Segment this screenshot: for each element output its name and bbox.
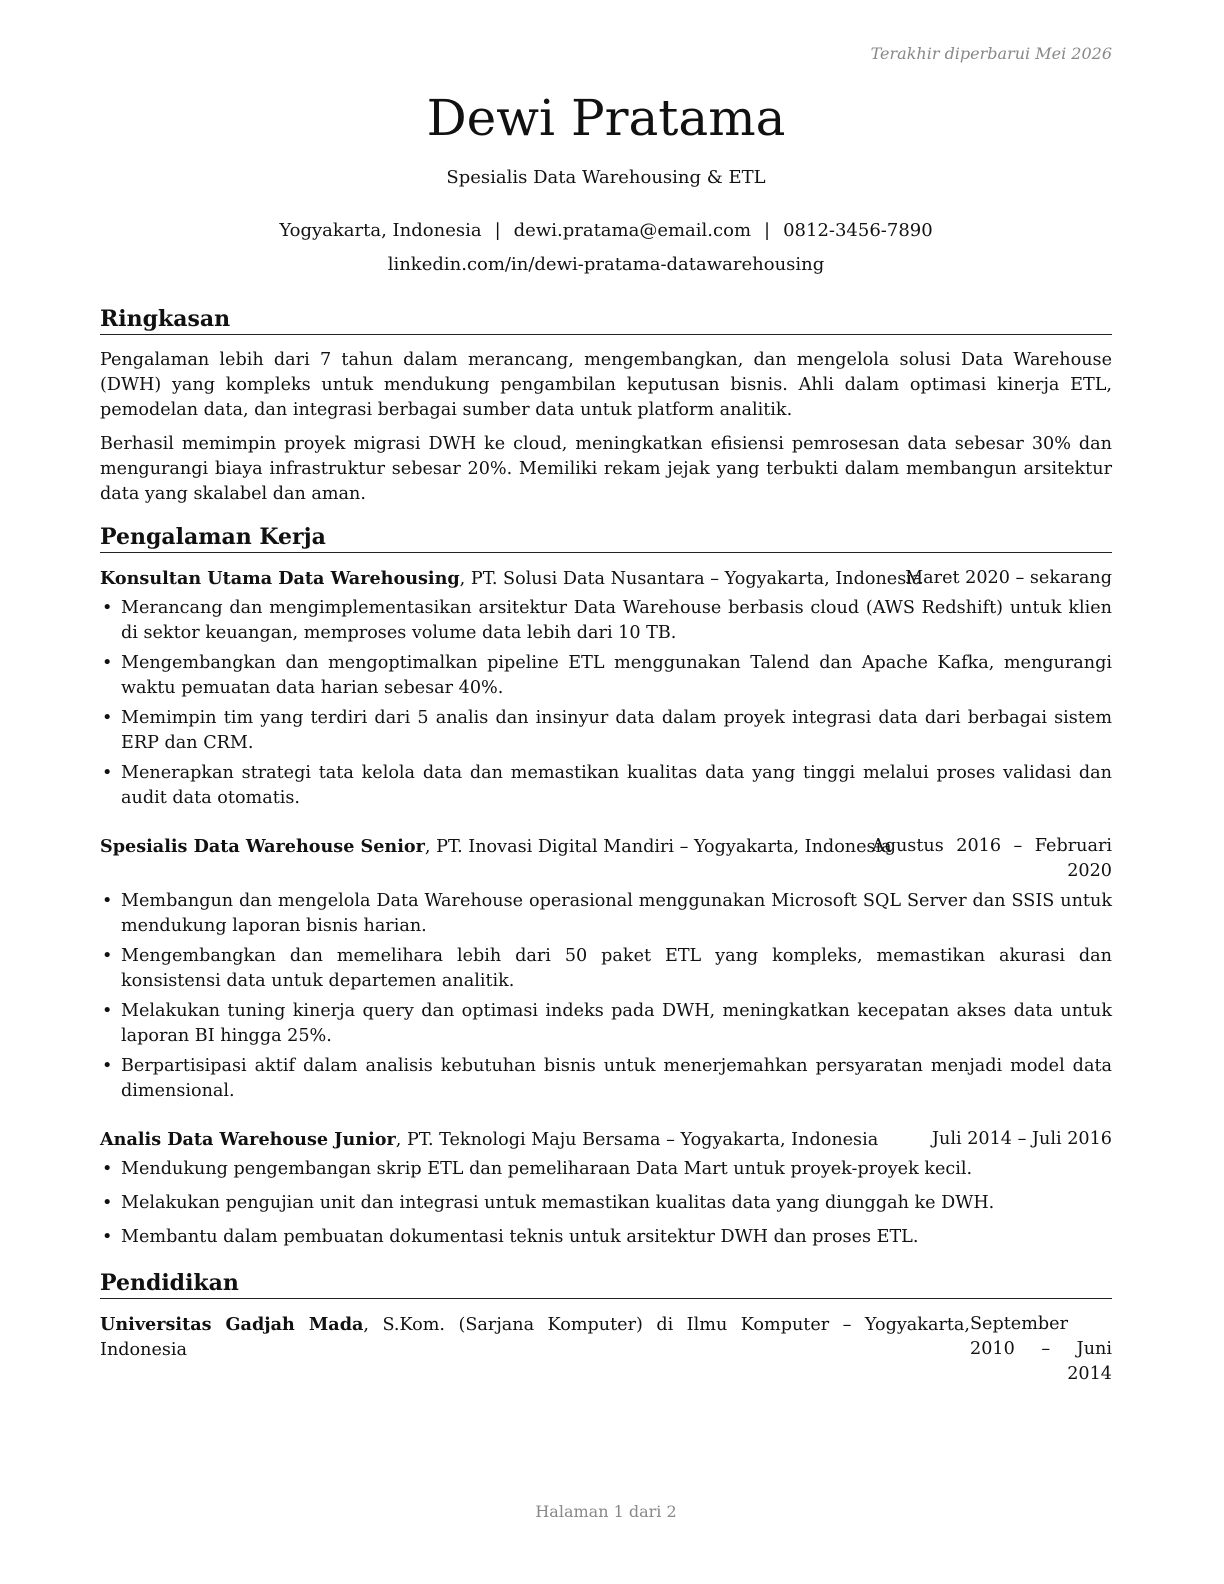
job-header — [100, 834, 1112, 881]
list-item: • Mendukung pengembangan skrip ETL dan pemeliharaan Data Mart untuk proyek-proyek kecil. — [100, 1157, 1112, 1182]
job-title: Konsultan Utama Data Warehousing — [100, 568, 460, 589]
list-item: • Membantu dalam pembuatan dokumentasi teknis untuk arsitektur DWH dan proses ETL. — [100, 1225, 1112, 1250]
candidate-name: Dewi Pratama — [426, 89, 786, 147]
job-company: , PT. Solusi Data Nusantara – Yogyakarta, Indonesia — [459, 569, 923, 589]
summary-paragraph: Berhasil memimpin proyek migrasi DWH ke cloud, meningkatkan efisiensi pemrosesan data sebesar 30% dan mengurangi biaya infrastruktur sebesar 20%. Memiliki rekam jejak yang terbukti dalam membangun arsitektur data yang skalabel dan aman. — [100, 434, 1112, 504]
candidate-subtitle: Spesialis Data Warehousing & ETL — [446, 167, 766, 188]
job-dates: Maret 2020 – sekarang — [905, 568, 1112, 588]
job-header — [100, 566, 1112, 592]
separator: | — [494, 220, 501, 241]
list-item: • Melakukan tuning kinerja query dan optimasi indeks pada DWH, meningkatkan kecepatan akses data untuk laporan BI hingga 25%. — [100, 999, 1112, 1049]
job-dates: Juli 2014 – Juli 2016 — [932, 1129, 1112, 1149]
job-company: , PT. Inovasi Digital Mandiri – Yogyakarta, Indonesia — [424, 837, 892, 857]
summary-heading: Ringkasan — [100, 305, 1112, 335]
experience-heading: Pengalaman Kerja — [100, 523, 1112, 553]
education-entry — [100, 1312, 1112, 1384]
list-item: • Mengembangkan dan memelihara lebih dari 50 paket ETL yang kompleks, memastikan akurasi dan konsistensi data untuk departemen analitik. — [100, 944, 1112, 994]
education-heading: Pendidikan — [100, 1269, 1112, 1299]
job-bullets — [100, 596, 1112, 811]
job-dates: Agustus 2016 – Februari 2020 — [872, 836, 1112, 881]
education-dates: September 2010 – Juni 2014 — [970, 1314, 1112, 1384]
list-item: • Menerapkan strategi tata kelola data dan memastikan kualitas data yang tinggi melalui proses validasi dan audit data otomatis. — [100, 761, 1112, 811]
page-number: Halaman 1 dari 2 — [535, 1502, 677, 1521]
linkedin-link[interactable]: linkedin.com/in/dewi-pratama-datawarehousing — [387, 254, 825, 275]
job-header — [100, 1127, 1112, 1153]
list-item: • Memimpin tim yang terdiri dari 5 analis dan insinyur data dalam proyek integrasi data dari berbagai sistem ERP dan CRM. — [100, 706, 1112, 756]
list-item: • Mengembangkan dan mengoptimalkan pipeline ETL menggunakan Talend dan Apache Kafka, mengurangi waktu pemuatan data harian sebesar 40%. — [100, 651, 1112, 701]
job-bullets — [100, 889, 1112, 1104]
institution-name: Universitas Gadjah Mada — [100, 1314, 364, 1335]
summary-paragraph: Pengalaman lebih dari 7 tahun dalam merancang, mengembangkan, dan mengelola solusi Data Warehouse (DWH) yang kompleks untuk mendukung pengambilan keputusan bisnis. Ahli dalam optimasi kinerja ETL, pemodelan data, dan integrasi berbagai sumber data untuk platform analitik. — [100, 350, 1112, 420]
resume-page — [100, 0, 1112, 1584]
job-bullets — [100, 1157, 1112, 1250]
education-details — [100, 1312, 970, 1363]
list-item: • Membangun dan mengelola Data Warehouse operasional menggunakan Microsoft SQL Server dan SSIS untuk mendukung laporan bisnis harian. — [100, 889, 1112, 939]
phone: 0812-3456-7890 — [783, 220, 933, 241]
email-link[interactable]: dewi.pratama@email.com — [513, 220, 752, 241]
list-item: • Merancang dan mengimplementasikan arsitektur Data Warehouse berbasis cloud (AWS Redshift) untuk klien di sektor keuangan, memproses volume data lebih dari 10 TB. — [100, 596, 1112, 646]
location: Yogyakarta, Indonesia — [279, 220, 482, 241]
contact-line — [100, 219, 1112, 243]
job-company: , PT. Teknologi Maju Bersama – Yogyakarta, Indonesia — [395, 1130, 879, 1150]
job-title: Spesialis Data Warehouse Senior — [100, 836, 425, 857]
job-title: Analis Data Warehouse Junior — [100, 1129, 396, 1150]
last-updated: Terakhir diperbarui Mei 2026 — [870, 44, 1112, 63]
degree: , S.Kom. (Sarjana Komputer) di Ilmu Komputer – Yogyakarta, Indonesia — [100, 1315, 971, 1360]
list-item: • Melakukan pengujian unit dan integrasi untuk memastikan kualitas data yang diunggah ke DWH. — [100, 1191, 1112, 1216]
list-item: • Berpartisipasi aktif dalam analisis kebutuhan bisnis untuk menerjemahkan persyaratan menjadi model data dimensional. — [100, 1054, 1112, 1104]
separator: | — [764, 220, 771, 241]
